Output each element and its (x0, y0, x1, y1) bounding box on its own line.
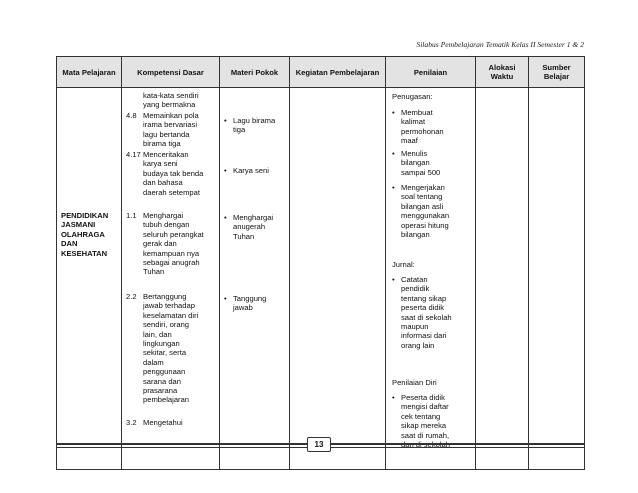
kd-line: lagu bertanda (143, 129, 190, 139)
materi-line: tiga (233, 125, 246, 135)
subject-line: OLAHRAGA (61, 229, 105, 239)
kd-number: 4.8 (126, 111, 137, 120)
kd-line: sendiri, orang (143, 320, 190, 330)
bullet-icon: • (224, 213, 227, 222)
penilaian-line: pendidik (401, 284, 430, 294)
bullet-icon: • (392, 149, 395, 158)
bullet-icon: • (224, 294, 227, 303)
kd-line: Menghargai (143, 211, 184, 220)
cell-penilaian (386, 88, 476, 470)
kd-number: 3.2 (126, 418, 137, 427)
kd-line: prasarana (143, 386, 178, 396)
penilaian-line: Menulis (401, 149, 428, 158)
penilaian-line: saat di sekolah (401, 312, 452, 322)
penilaian-line: menggunakan (401, 211, 450, 221)
kd-line: kemampuan nya (143, 248, 200, 258)
penilaian-line: saat di rumah, (401, 430, 450, 440)
kd-line: sekitar, serta (143, 348, 187, 358)
penilaian-line: tentang sikap (401, 293, 447, 303)
table-row (57, 88, 585, 470)
materi-line: Tuhan (233, 231, 255, 241)
kd-continued-text (143, 91, 207, 110)
kd-line: birama tiga (143, 139, 181, 149)
penilaian-line: Mengerjakan (401, 183, 445, 192)
penilaian-line: orang lain (401, 340, 435, 350)
subject-line: DAN (61, 239, 78, 249)
penilaian-line: maupun (401, 322, 429, 332)
cell-kegiatan-pembelajaran (290, 88, 386, 470)
col-kegiatan-pembelajaran: Kegiatan Pembelajaran (290, 57, 386, 88)
col-alokasi-waktu: Alokasi Waktu (476, 57, 529, 88)
materi-line: Karya seni (233, 166, 269, 175)
kd-line: penggunaan (143, 367, 186, 377)
penilaian-line: bilangan (401, 158, 430, 168)
kd-line: pembelajaran (143, 395, 190, 405)
kd-line: kata-kata sendiri (143, 91, 199, 100)
kd-line: daerah setempat (143, 187, 200, 197)
page-number: 13 (307, 437, 331, 452)
subject-line: PENDIDIKAN (61, 211, 109, 220)
penilaian-line: Peserta didik (401, 393, 445, 402)
penilaian-line: bilangan (401, 230, 430, 240)
col-materi-pokok: Materi Pokok (220, 57, 290, 88)
penilaian-line: sikap mereka (401, 421, 447, 431)
kd-line: budaya tak benda (143, 168, 204, 178)
penilaian-line: bilangan asli (401, 201, 444, 211)
kd-line: gerak dan (143, 239, 177, 249)
kd-line: keselamatan diri (143, 310, 199, 320)
bullet-icon: • (392, 108, 395, 117)
penilaian-line: Membuat (401, 108, 433, 117)
kd-line: dalam (143, 357, 164, 367)
kd-line: dan bahasa (143, 178, 183, 188)
bullet-icon: • (224, 166, 227, 175)
cell-alokasi-waktu (476, 88, 529, 470)
col-kompetensi-dasar: Kompetensi Dasar (122, 57, 220, 88)
penilaian-line: soal tentang (401, 192, 443, 202)
cell-sumber-belajar (529, 88, 585, 470)
penilaian-line: sampai 500 (401, 167, 441, 177)
subject-name (61, 211, 122, 258)
subject-line: KESEHATAN (61, 248, 108, 258)
jurnal-label: Jurnal: (392, 260, 415, 269)
col-mata-pelajaran: Mata Pelajaran (57, 57, 122, 88)
kd-number: 1.1 (126, 211, 137, 220)
materi-line: Lagu birama (233, 116, 276, 125)
cell-mata-pelajaran (57, 88, 122, 470)
kd-line: Tuhan (143, 267, 165, 277)
penilaian-line: informasi dari (401, 331, 447, 341)
penilaian-line: kalimat (401, 117, 426, 127)
materi-line: anugerah (233, 222, 266, 232)
penilaian-line: permohonan (401, 126, 444, 136)
kd-line: Bertanggung (143, 292, 187, 301)
kd-line: karya seni (143, 159, 178, 169)
kd-line: sarana dan (143, 376, 181, 386)
kd-line: irama bervariasi (143, 120, 198, 130)
cell-kompetensi-dasar (122, 88, 220, 470)
kd-line: seluruh perangkat (143, 229, 204, 239)
penilaian-line: maaf (401, 136, 418, 146)
penilaian-line: Catatan (401, 275, 428, 284)
bullet-icon: • (392, 275, 395, 284)
bullet-icon: • (224, 116, 227, 125)
kd-line: lain, dan (143, 329, 172, 339)
penilaian-line: cek tentang (401, 411, 441, 421)
penilaian-line: peserta didik (401, 303, 445, 313)
kd-line: Memainkan pola (143, 111, 199, 120)
materi-line: Menghargai (233, 213, 274, 222)
penilaian-line: mengisi daftar (401, 402, 449, 412)
kd-number: 4.17 (126, 150, 141, 159)
penugasan-label: Penugasan: (392, 92, 433, 101)
kd-line: Mengetahui (143, 418, 183, 427)
kd-line: jawab terhadap (143, 301, 195, 311)
kd-line: Menceritakan (143, 150, 189, 159)
syllabus-header-title: Silabus Pembelajaran Tematik Kelas II Semester 1 & 2 (416, 40, 584, 49)
bullet-icon: • (392, 183, 395, 192)
cell-materi-pokok (220, 88, 290, 470)
kd-line: yang bermakna (143, 100, 196, 110)
syllabus-table (56, 56, 585, 470)
bullet-icon: • (392, 393, 395, 402)
col-penilaian: Penilaian (386, 57, 476, 88)
materi-line: Tanggung (233, 294, 267, 303)
penilaian-line: operasi hitung (401, 220, 449, 230)
materi-line: jawab (233, 303, 253, 313)
kd-number: 2.2 (126, 292, 137, 301)
penilaian-diri-label: Penilaian Diri (392, 378, 437, 387)
col-sumber-belajar: Sumber Belajar (529, 57, 585, 88)
subject-line: JASMANI (61, 220, 96, 230)
kd-line: lingkungan (143, 339, 180, 349)
kd-line: tubuh dengan (143, 220, 190, 230)
kd-line: sebagai anugrah (143, 258, 200, 268)
table-header-row (57, 57, 585, 88)
